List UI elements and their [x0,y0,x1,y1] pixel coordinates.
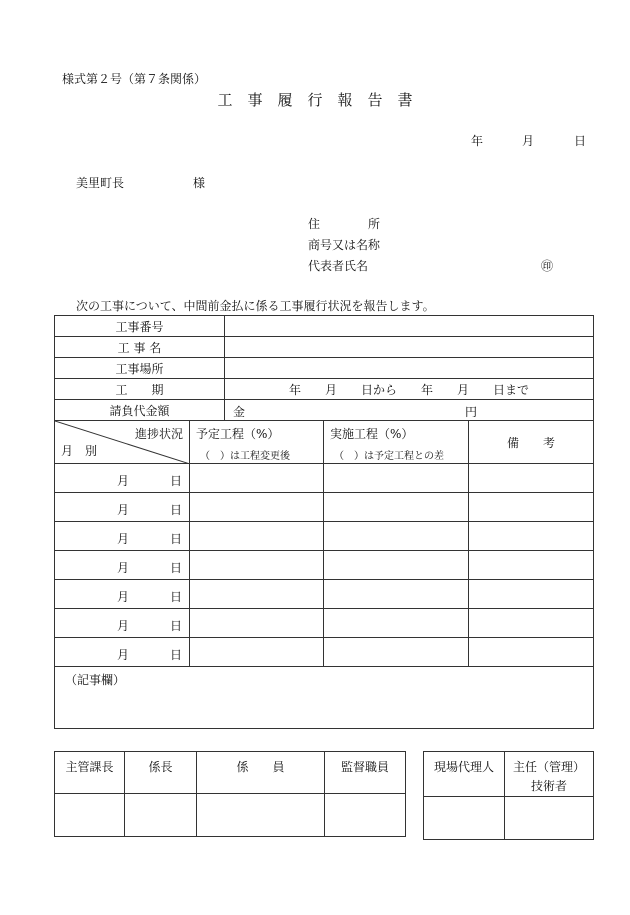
construction-name-field[interactable] [225,337,594,358]
planned-note: （ ）は工程変更後 [200,451,290,462]
planned-cell[interactable] [190,522,324,551]
planned-cell[interactable] [190,580,324,609]
staff-seal-cell[interactable] [197,794,325,837]
site-table [423,751,594,840]
chief-engineer-header [505,752,594,797]
diagonal-header [55,421,190,464]
actual-label: 実施工程（%） [330,427,414,441]
actual-cell[interactable] [324,464,469,493]
remarks-cell[interactable] [469,580,594,609]
month-day-cell[interactable] [55,493,190,522]
construction-number-label: 工事番号 [55,316,225,337]
amount-prefix: 金 [233,405,246,419]
chief-engineer-line1: 主任（管理） [512,760,585,774]
form-number-label: 様式第２号（第７条関係） [62,72,207,86]
actual-cell[interactable] [324,493,469,522]
staff-label: 係 員 [197,752,325,794]
actual-cell[interactable] [324,580,469,609]
remarks-cell[interactable] [469,638,594,667]
supervisor-seal-cell[interactable] [325,794,406,837]
month-label: 月 [117,561,130,575]
progress-table [54,420,594,729]
planned-header [190,421,324,464]
contract-amount-field[interactable] [225,400,594,421]
notes-label: （記事欄） [65,673,126,687]
table-row [55,493,594,522]
table-row [55,551,594,580]
intro-text: 次の工事について、中間前金払に係る工事履行状況を報告します。 [76,299,435,313]
date-year[interactable]: 年 [471,134,484,148]
remarks-cell[interactable] [469,551,594,580]
table-row [55,522,594,551]
actual-cell[interactable] [324,638,469,667]
chief-engineer-seal-cell[interactable] [505,797,594,840]
construction-site-field[interactable] [225,358,594,379]
table-row [55,580,594,609]
day-label: 日 [170,619,183,633]
actual-note: （ ）は予定工程との差 [334,451,444,462]
date-day[interactable]: 日 [574,134,587,148]
addressee-name: 美里町長 [76,176,125,190]
month-label: 月 [117,474,130,488]
day-label: 日 [170,590,183,604]
chief-engineer-line2: 技術者 [530,779,567,793]
month-label: 月 [117,648,130,662]
approval-table [54,751,406,837]
actual-cell[interactable] [324,551,469,580]
planned-cell[interactable] [190,493,324,522]
construction-info-table [54,315,594,421]
month-day-cell[interactable] [55,609,190,638]
seal-mark: ㊞ [541,259,554,273]
address-label: 住 所 [308,217,381,231]
addressee-honorific: 様 [193,176,206,190]
chief-label: 主管課長 [55,752,125,794]
period-field[interactable]: 年 月 日から 年 月 日まで [225,379,594,400]
actual-header [324,421,469,464]
month-day-cell[interactable] [55,580,190,609]
progress-status-label: 進捗状況 [134,427,183,441]
construction-name-label: 工 事 名 [55,337,225,358]
notes-field[interactable] [55,667,594,729]
supervisor-label: 監督職員 [325,752,406,794]
company-name-label: 商号又は名称 [308,238,381,252]
monthly-label: 月 別 [61,444,98,458]
day-label: 日 [170,532,183,546]
planned-label: 予定工程（%） [196,427,280,441]
month-day-cell[interactable] [55,551,190,580]
month-day-cell[interactable] [55,464,190,493]
day-label: 日 [170,561,183,575]
planned-cell[interactable] [190,551,324,580]
remarks-cell[interactable] [469,464,594,493]
amount-suffix: 円 [465,405,478,419]
construction-site-label: 工事場所 [55,358,225,379]
planned-cell[interactable] [190,464,324,493]
month-day-cell[interactable] [55,638,190,667]
table-row [55,609,594,638]
actual-cell[interactable] [324,522,469,551]
remarks-cell[interactable] [469,609,594,638]
month-label: 月 [117,503,130,517]
representative-label: 代表者氏名 [308,259,369,273]
remarks-header: 備 考 [469,421,594,464]
site-agent-label: 現場代理人 [424,752,505,797]
month-day-cell[interactable] [55,522,190,551]
period-label: 工 期 [55,379,225,400]
planned-cell[interactable] [190,609,324,638]
site-agent-seal-cell[interactable] [424,797,505,840]
day-label: 日 [170,648,183,662]
remarks-cell[interactable] [469,522,594,551]
table-row [55,464,594,493]
section-head-seal-cell[interactable] [125,794,197,837]
remarks-cell[interactable] [469,493,594,522]
date-month[interactable]: 月 [522,134,535,148]
table-row [55,638,594,667]
actual-cell[interactable] [324,609,469,638]
month-label: 月 [117,590,130,604]
month-label: 月 [117,532,130,546]
planned-cell[interactable] [190,638,324,667]
document-title: 工 事 履 行 報 告 書 [217,91,413,109]
day-label: 日 [170,474,183,488]
contract-amount-label: 請負代金額 [55,400,225,421]
day-label: 日 [170,503,183,517]
section-head-label: 係長 [125,752,197,794]
chief-seal-cell[interactable] [55,794,125,837]
construction-number-field[interactable] [225,316,594,337]
month-label: 月 [117,619,130,633]
